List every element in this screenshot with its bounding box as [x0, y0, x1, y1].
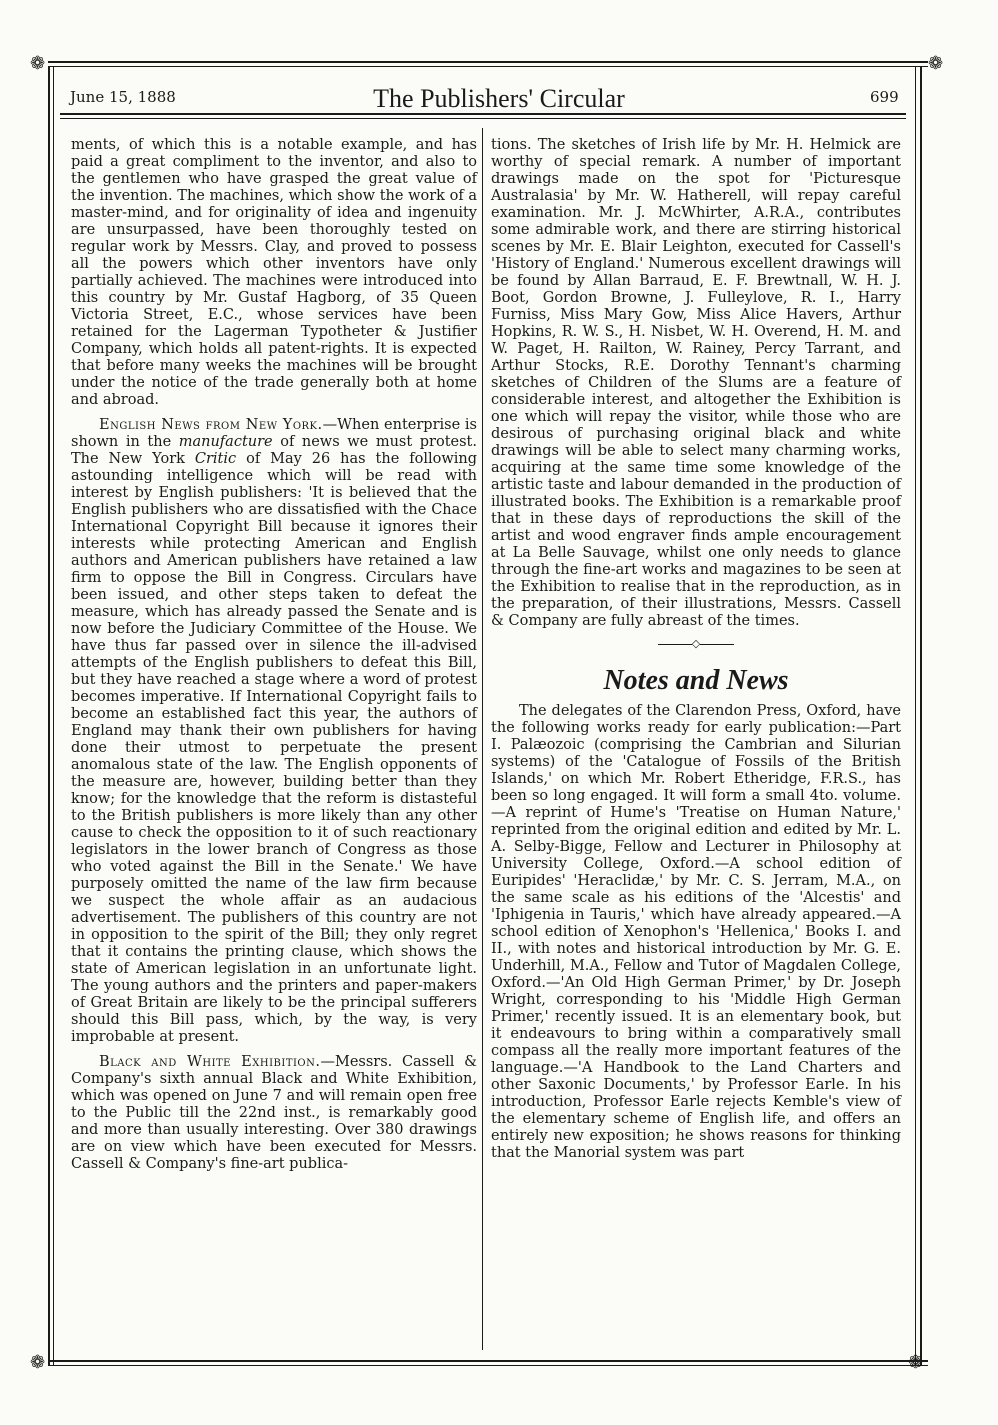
article-heading: Black and White Exhibition.: [99, 1054, 321, 1070]
corner-ornament-icon: ❁: [928, 53, 944, 74]
bottom-border-rule-thin: [48, 1365, 928, 1366]
article-paragraph: English News from New York.—When enterprise is shown in the manufacture of news we must protest. The New York Critic of May 26 has the following astounding intelligence which will be read with interest by English publishers: 'It is believed that the English publishers who are dissatisfied with the Chace International Copyright Bill because it ignores their interests while protecting American and English authors and American publishers have retained a law firm to oppose the Bill in Congress. Circulars have been issued, and other steps taken to defeat the measure, which has already passed the Senate and is now before the Judiciary Committee of the House. We have thus far passed over in silence the ill-advised attempts of the English publishers to defeat this Bill, but they have reached a stage where a word of protest becomes imperative. If International Copyright fails to become an established fact this year, the authors of England may thank their own publishers for having done their utmost to perpetuate the present anomalous state of the law. The English opponents of the measure are, however, building better than they know; for the knowledge that the reform is distasteful to the British publishers is more likely than any other cause to check the opposition to it of such reactionary legislators in the lower branch of Congress as those who voted against the Bill in the Senate.' We have purposely omitted the name of the law firm because we suspect the whole affair as an audacious advertisement. The publishers of this country are not in opposition to the spirit of the Bill; they only regret that it contains the printing clause, which shows the state of American legislation in an unfortunate light. The young authors and the printers and paper-makers of Great Britain are likely to be the principal sufferers should this Bill pass, which, by the way, is very improbable at present.: [71, 417, 478, 1045]
column-divider: [482, 128, 483, 1350]
corner-ornament-icon: ❁: [908, 1352, 924, 1373]
header-rule: [60, 113, 906, 115]
corner-ornament-icon: ❁: [30, 53, 46, 74]
bottom-border-rule: [48, 1360, 928, 1362]
diamond-ornament-icon: ◇: [691, 637, 701, 650]
corner-ornament-icon: ❁: [30, 1352, 46, 1373]
right-column: [491, 137, 901, 1170]
top-border-rule-thin: [48, 66, 928, 67]
right-border-rule: [920, 66, 922, 1366]
article-paragraph: ments, of which this is a notable example, and has paid a great compliment to the inventor, and also to the gentlemen who have grasped the great value of the invention. The machines, which show the work of a master-mind, and for originality of idea and ingenuity are unsurpassed, have been thoroughly tested on regular work by Messrs. Clay, and proved to possess all the powers which other inventors have only partially achieved. The machines were introduced into this country by Mr. Gustaf Hagborg, of 35 Queen Victoria Street, E.C., whose services have been retained for the Lagerman Typotheter & Justifier Company, which holds all patent-rights. It is expected that before many weeks the machines will be brought under the notice of the trade generally both at home and abroad.: [71, 137, 477, 408]
top-border-rule: [48, 61, 928, 63]
right-border-rule-thin: [915, 66, 916, 1366]
page-number: 699: [870, 88, 899, 106]
article-paragraph: Black and White Exhibition.—Messrs. Cassell & Company's sixth annual Black and White Exhibition, which was opened on June 7 and will remain open free to the Public till the 22nd inst., is remarkably good and more than usually interesting. Over 380 drawings are on view which have been executed for Messrs. Cassell & Company's fine-art publica-: [71, 1054, 477, 1172]
article-paragraph: tions. The sketches of Irish life by Mr. H. Helmick are worthy of special remark. A number of important drawings made on the spot for 'Picturesque Australasia' by Mr. W. Hatherell, will repay careful examination. Mr. J. McWhirter, A.R.A., contributes some admirable work, and there are stirring historical scenes by Mr. E. Blair Leighton, executed for Cassell's 'History of England.' Numerous excellent drawings will be found by Allan Barraud, E. F. Brewtnall, W. H. J. Boot, Gordon Browne, J. Fulleylove, R. I., Harry Furniss, Miss Mary Gow, Miss Alice Havers, Arthur Hopkins, R. W. S., H. Nisbet, W. H. Overend, H. M. and W. Paget, H. Railton, W. Rainey, Percy Tarrant, and Arthur Stocks, R.E. Dorothy Tennant's charming sketches of Children of the Slums are a feature of considerable interest, and altogether the Exhibition is one which will repay the visitor, while those who are desirous of purchasing original black and white drawings will be able to select many charming works, acquiring at the same time some knowledge of the artistic taste and labour demanded in the production of illustrated books. The Exhibition is a remarkable proof that in these days of reproductions the skill of the artist and wood engraver finds ample encouragement at La Belle Sauvage, whilst one only needs to glance through the fine-art works and magazines to be seen at the Exhibition to realise that in the reproduction, as in the preparation, of their illustrations, Messrs. Cassell & Company are fully abreast of the times.: [491, 137, 901, 629]
section-divider: [491, 638, 901, 650]
left-column: [71, 137, 477, 1181]
page-title: The Publishers' Circular: [373, 84, 625, 113]
section-heading: Notes and News: [603, 665, 789, 696]
issue-date: June 15, 1888: [70, 88, 176, 106]
left-border-rule-thin: [53, 66, 54, 1366]
article-paragraph: The delegates of the Clarendon Press, Oxford, have the following works ready for early publication:—Part I. Palæozoic (comprising the Cambrian and Silurian systems) of the 'Catalogue of Fossils of the British Islands,' on which Mr. Robert Etheridge, F.R.S., has been so long engaged. It will form a small 4to. volume.—A reprint of Hume's 'Treatise on Human Nature,' reprinted from the original edition and edited by Mr. L. A. Selby-Bigge, Fellow and Lecturer in Philosophy at University College, Oxford.—A school edition of Euripides' 'Heraclidæ,' by Mr. C. S. Jerram, M.A., on the same scale as his editions of the 'Alcestis' and 'Iphigenia in Tauris,' which have already appeared.—A school edition of Xenophon's 'Hellenica,' Books I. and II., with notes and historical introduction by Mr. G. E. Underhill, M.A., Fellow and Tutor of Magdalen College, Oxford.—'An Old High German Primer,' by Dr. Joseph Wright, corresponding to his 'Middle High German Primer,' recently issued. It is an elementary book, but it endeavours to bring within a comparatively small compass all the really more important features of the language.—'A Handbook to the Land Charters and other Saxonic Documents,' by Professor Earle. In his introduction, Professor Earle rejects Kemble's view of the elementary scheme of English life, and offers an entirely new exposition; he shows reasons for thinking that the Manorial system was part: [491, 703, 901, 1161]
left-border-rule: [48, 66, 50, 1366]
article-heading: English News from New York.: [99, 417, 323, 433]
header-rule-thin: [60, 118, 906, 119]
